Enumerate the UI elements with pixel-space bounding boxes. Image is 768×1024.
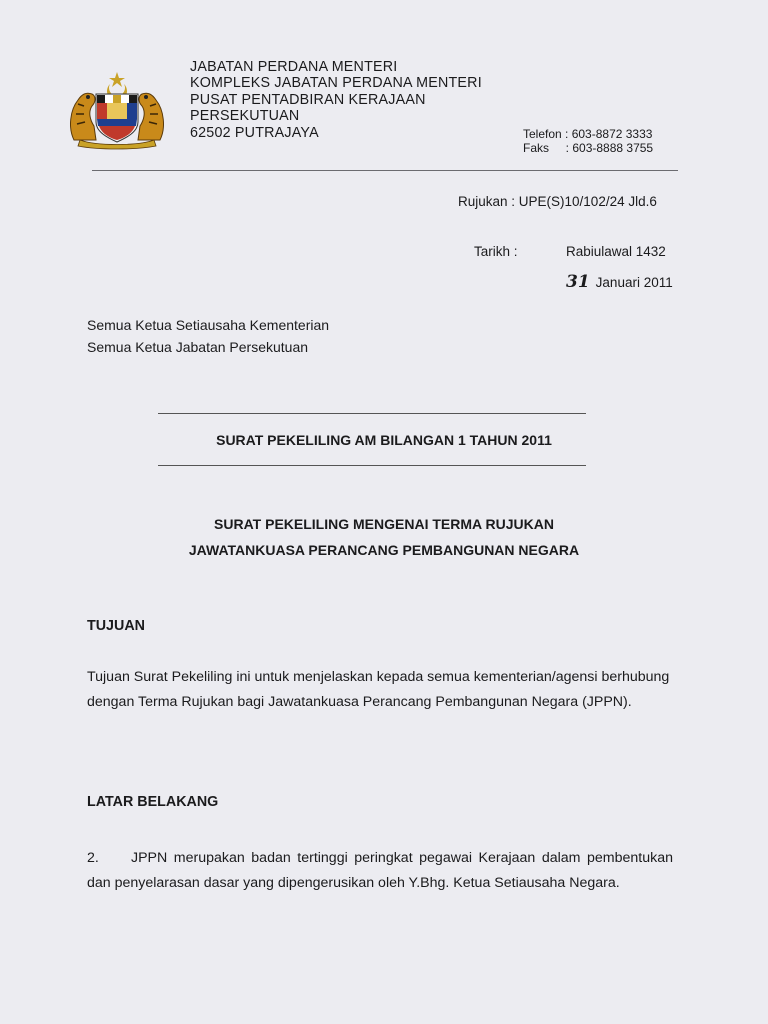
reference-number: Rujukan : UPE(S)10/102/24 Jld.6 xyxy=(458,194,657,209)
circular-bottom-rule xyxy=(158,465,586,466)
section-heading-latar-belakang: LATAR BELAKANG xyxy=(87,794,219,810)
telephone-number: Telefon : 603-8872 3333 xyxy=(523,127,653,141)
recipient: Semua Ketua Jabatan Persekutuan xyxy=(87,339,309,355)
date-label: Tarikh : xyxy=(474,244,518,259)
date-month-year: Januari 2011 xyxy=(595,275,673,290)
address-line: KOMPLEKS JABATAN PERDANA MENTERI xyxy=(190,75,482,92)
paragraph-text: JPPN merupakan badan tertinggi peringkat pegawai Kerajaan dalam pembentukan dan penyelarasan dasar yang dipengerusikan oleh Y.Bhg. Ketua Setiausaha Negara. xyxy=(87,850,673,892)
date-gregorian xyxy=(566,272,673,292)
circular-top-rule xyxy=(158,413,586,414)
contact-info xyxy=(523,127,653,155)
address-line: PUSAT PENTADBIRAN KERAJAAN xyxy=(190,91,426,108)
address-line: PERSEKUTUAN xyxy=(190,108,300,125)
tujuan-paragraph: Tujuan Surat Pekeliling ini untuk menjelaskan kepada semua kementerian/agensi berhubung dengan Terma Rujukan bagi Jawatankuasa Perancang Pembangunan Negara (JPPN). xyxy=(87,669,670,711)
date-hijri: Rabiulawal 1432 xyxy=(566,244,666,259)
coat-of-arms-logo xyxy=(66,70,168,150)
fax-number: Faks : 603-8888 3755 xyxy=(523,141,654,155)
address-line: JABATAN PERDANA MENTERI xyxy=(190,59,398,75)
circular-number: SURAT PEKELILING AM BILANGAN 1 TAHUN 2011 xyxy=(216,432,552,448)
section-heading-tujuan: TUJUAN xyxy=(87,618,145,634)
paragraph-number: 2. xyxy=(87,850,99,866)
latar-belakang-paragraph xyxy=(87,846,673,897)
sender-address xyxy=(190,59,482,141)
header-divider xyxy=(92,170,678,171)
subject-line: SURAT PEKELILING MENGENAI TERMA RUJUKAN xyxy=(214,516,554,532)
recipient: Semua Ketua Setiausaha Kementerian xyxy=(87,317,330,333)
address-line: 62502 PUTRAJAYA xyxy=(190,124,319,141)
handwritten-day: 31 xyxy=(566,272,590,292)
subject-line: JAWATANKUASA PERANCANG PEMBANGUNAN NEGARA xyxy=(188,542,580,558)
